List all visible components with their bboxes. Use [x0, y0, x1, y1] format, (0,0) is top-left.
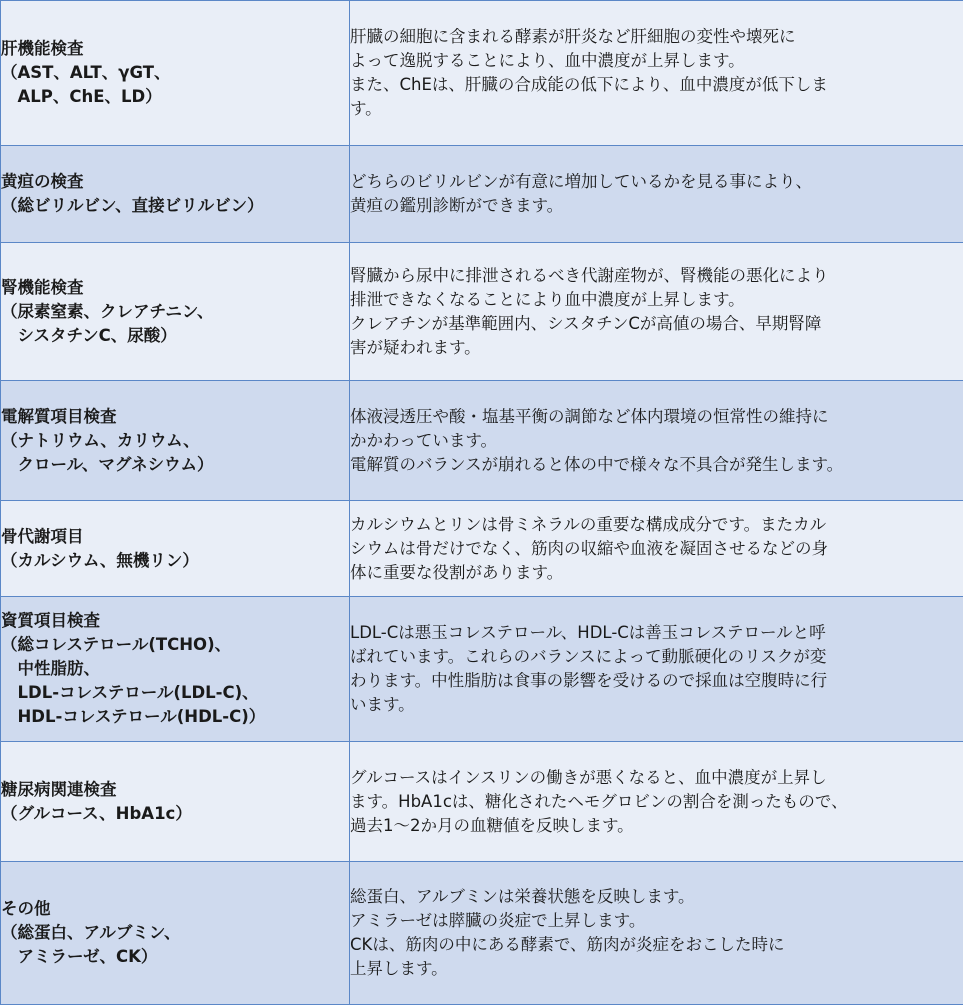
table-row: [1, 243, 963, 381]
test-description: どちらのビリルビンが有意に増加しているかを見る事により、 黄疸の鑑別診断ができます。: [350, 146, 963, 243]
test-description: 腎臓から尿中に排泄されるべき代謝産物が、腎機能の悪化により 排泄できなくなることにより血中濃度が上昇します。 クレアチンが基準範囲内、シスタチンCが高値の場合、早期腎障 害が疑われます。: [350, 243, 963, 381]
table-row: [1, 1, 963, 146]
table-row: [1, 862, 963, 1005]
table-row: [1, 501, 963, 597]
table-row: [1, 381, 963, 501]
test-description: カルシウムとリンは骨ミネラルの重要な構成成分です。またカル シウムは骨だけでなく、筋肉の収縮や血液を凝固させるなどの身 体に重要な役割があります。: [350, 501, 963, 597]
test-description: 体液浸透圧や酸・塩基平衡の調節など体内環境の恒常性の維持に かかわっています。 電解質のバランスが崩れると体の中で様々な不具合が発生します。: [350, 381, 963, 501]
test-description: グルコースはインスリンの働きが悪くなると、血中濃度が上昇し ます。HbA1cは、糖化されたヘモグロビンの割合を測ったもので、 過去1～2か月の血糖値を反映します。: [350, 742, 963, 862]
table-row: [1, 146, 963, 243]
test-name: 腎機能検査 （尿素窒素、クレアチニン、 シスタチンC、尿酸）: [1, 243, 350, 381]
test-name: 資質項目検査 （総コレステロール(TCHO)、 中性脂肪、 LDL-コレステロール(LDL-C)、 HDL-コレステロール(HDL-C)）: [1, 597, 350, 742]
test-name: 糖尿病関連検査 （グルコース、HbA1c）: [1, 742, 350, 862]
test-description: 総蛋白、アルブミンは栄養状態を反映します。 アミラーゼは膵臓の炎症で上昇します。 CKは、筋肉の中にある酵素で、筋肉が炎症をおこした時に 上昇します。: [350, 862, 963, 1005]
test-name: 電解質項目検査 （ナトリウム、カリウム、 クロール、マグネシウム）: [1, 381, 350, 501]
table-row: [1, 597, 963, 742]
test-description: 肝臓の細胞に含まれる酵素が肝炎など肝細胞の変性や壊死に よって逸脱することにより、血中濃度が上昇します。 また、ChEは、肝臓の合成能の低下により、血中濃度が低下しま す。: [350, 1, 963, 146]
test-name: 肝機能検査 （AST、ALT、γGT、 ALP、ChE、LD）: [1, 1, 350, 146]
test-description: LDL-Cは悪玉コレステロール、HDL-Cは善玉コレステロールと呼 ばれています。これらのバランスによって動脈硬化のリスクが変 わります。中性脂肪は食事の影響を受けるので採血は空腹時に行 います。: [350, 597, 963, 742]
table-row: [1, 742, 963, 862]
test-name: 黄疸の検査 （総ビリルビン、直接ビリルビン）: [1, 146, 350, 243]
test-name: その他 （総蛋白、アルブミン、 アミラーゼ、CK）: [1, 862, 350, 1005]
test-name: 骨代謝項目 （カルシウム、無機リン）: [1, 501, 350, 597]
